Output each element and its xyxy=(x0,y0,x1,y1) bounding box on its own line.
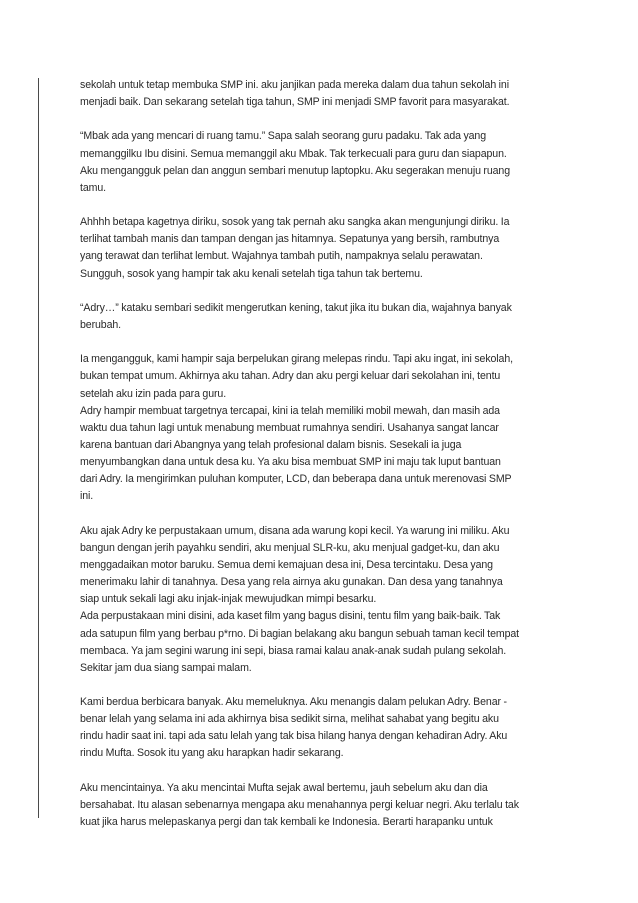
paragraph xyxy=(80,694,562,763)
paragraph-gap xyxy=(80,677,562,694)
text-line: Sungguh, sosok yang hampir tak aku kenali setelah tiga tahun tak bertemu. xyxy=(80,267,423,280)
text-line: Aku ajak Adry ke perpustakaan umum, disana ada warung kopi kecil. Ya warung ini miliku. Aku xyxy=(80,524,510,537)
text-line: Sekitar jam dua siang sampai malam. xyxy=(80,661,252,674)
text-line: rindu hadir saat ini. tapi ada satu lelah yang tak bisa hilang hanya dengan kehadiran Adry. Aku xyxy=(80,730,508,743)
paragraph xyxy=(80,780,562,831)
text-line: ini. xyxy=(80,490,94,503)
paragraph xyxy=(80,351,562,505)
document-body xyxy=(80,77,562,831)
text-line: ada satupun film yang berbau p*rno. Di bagian belakang aku bangun sebuah taman kecil tempat xyxy=(80,627,520,640)
text-line: bangun dengan jerih payahku sendiri, aku menjual SLR-ku, aku menjual gadget-ku, dan aku xyxy=(80,541,500,554)
text-line: Ia mengangguk, kami hampir saja berpelukan girang melepas rindu. Tapi aku ingat, ini sekolah, xyxy=(80,353,513,366)
text-line: berubah. xyxy=(80,318,122,331)
text-line: “Mbak ada yang mencari di ruang tamu.” Sapa salah seorang guru padaku. Tak ada yang xyxy=(80,130,487,143)
paragraph xyxy=(80,77,562,111)
left-margin-rule xyxy=(38,78,39,818)
text-line: menggadaikan motor baruku. Semua demi kemajuan desa ini, Desa tercintaku. Desa yang xyxy=(80,558,493,571)
text-line: kuat jika harus melepaskanya pergi dan tak kembali ke Indonesia. Berarti harapanku untuk xyxy=(80,816,493,829)
text-line: setelah aku izin pada para guru. xyxy=(80,387,227,400)
text-line: Aku mengangguk pelan dan anggun sembari menutup laptopku. Aku segerakan menuju ruang xyxy=(80,164,511,177)
text-line: memanggilku Ibu disini. Semua memanggil aku Mbak. Tak terkecuali para guru dan siapapun. xyxy=(80,147,507,160)
paragraph-gap xyxy=(80,506,562,523)
text-line: benar lelah yang selama ini ada akhirnya bisa sedikit sirna, melihat sahabat yang begitu aku xyxy=(80,713,499,726)
text-line: tamu. xyxy=(80,181,106,194)
text-line: menjadi baik. Dan sekarang setelah tiga tahun, SMP ini menjadi SMP favorit para masyarakat. xyxy=(80,96,510,109)
text-line: Kami berdua berbicara banyak. Aku memeluknya. Aku menangis dalam pelukan Adry. Benar - xyxy=(80,696,507,709)
paragraph xyxy=(80,214,562,283)
text-line: karena bantuan dari Abangnya yang telah profesional dalam bisnis. Sesekali ia juga xyxy=(80,438,462,451)
text-line: terlihat tambah manis dan tampan dengan jas hitamnya. Sepatunya yang bersih, rambutnya xyxy=(80,233,500,246)
text-line: dari Adry. Ia mengirimkan puluhan komputer, LCD, dan beberapa dana untuk merenovasi SMP xyxy=(80,473,512,486)
paragraph xyxy=(80,128,562,197)
text-line: Ahhhh betapa kagetnya diriku, sosok yang tak pernah aku sangka akan mengunjungi diriku. Ia xyxy=(80,216,510,229)
text-line: menerimaku lahir di tanahnya. Desa yang rela airnya aku gunakan. Dan desa yang tanahnya xyxy=(80,576,503,589)
text-line: Aku mencintainya. Ya aku mencintai Mufta sejak awal bertemu, jauh sebelum aku dan dia xyxy=(80,781,488,794)
paragraph xyxy=(80,300,562,334)
paragraph-gap xyxy=(80,763,562,780)
text-line: Adry hampir membuat targetnya tercapai, kini ia telah memiliki mobil mewah, dan masih ada xyxy=(80,404,500,417)
paragraph-gap xyxy=(80,334,562,351)
text-line: yang terawat dan terlihat lembut. Wajahnya tambah putih, nampaknya selalu perawatan. xyxy=(80,250,483,263)
text-line: menyumbangkan dana untuk desa ku. Ya aku bisa membuat SMP ini maju tak luput bantuan xyxy=(80,456,501,469)
text-line: Ada perpustakaan mini disini, ada kaset film yang bagus disini, tentu film yang baik-baik. Tak xyxy=(80,610,501,623)
paragraph-gap xyxy=(80,197,562,214)
text-line: rindu Mufta. Sosok itu yang aku harapkan hadir sekarang. xyxy=(80,747,344,760)
text-line: “Adry…” kataku sembari sedikit mengerutkan kening, takut jika itu bukan dia, wajahnya banyak xyxy=(80,301,512,314)
text-line: waktu dua tahun lagi untuk menabung membuat rumahnya sendiri. Usahanya sangat lancar xyxy=(80,421,499,434)
paragraph-gap xyxy=(80,283,562,300)
text-line: siap untuk sekali lagi aku injak-injak mewujudkan mimpi besarku. xyxy=(80,593,377,606)
text-line: membaca. Ya jam segini warung ini sepi, biasa ramai kalau anak-anak sudah pulang sekolah. xyxy=(80,644,507,657)
text-line: sekolah untuk tetap membuka SMP ini. aku janjikan pada mereka dalam dua tahun sekolah ini xyxy=(80,79,509,91)
text-line: bersahabat. Itu alasan sebenarnya mengapa aku menahannya pergi keluar negri. Aku terlalu tak xyxy=(80,798,519,811)
paragraph-gap xyxy=(80,111,562,128)
paragraph xyxy=(80,523,562,677)
text-line: bukan tempat umum. Akhirnya aku tahan. Adry dan aku pergi keluar dari sekolahan ini, tentu xyxy=(80,370,501,383)
